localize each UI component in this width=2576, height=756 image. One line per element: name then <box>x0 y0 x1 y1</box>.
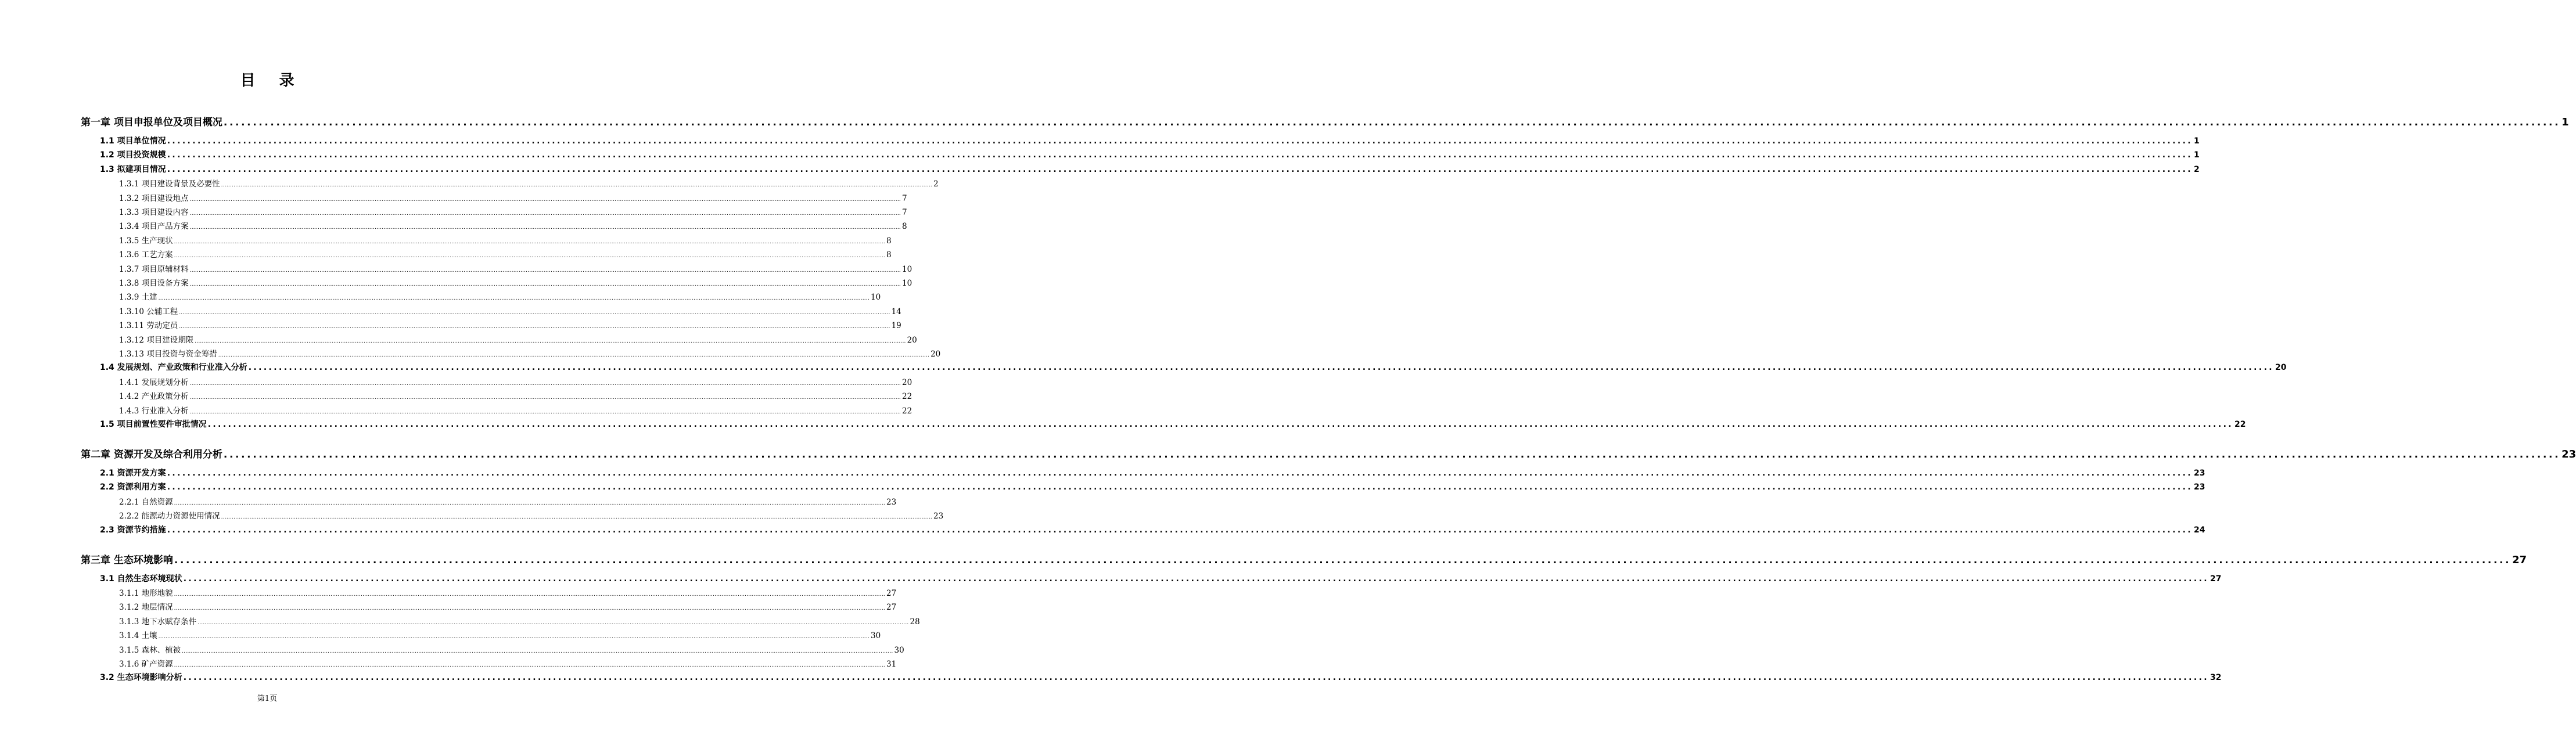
toc-entry-title: 1.3.4 项目产品方案 <box>119 222 189 232</box>
toc-subsection[interactable] <box>119 290 881 303</box>
toc-leader-dots: ................................................................................................................................................................................................................................................................................................................................................................................................................ <box>167 150 2193 160</box>
toc-entry-title: 1.4.2 产业政策分析 <box>119 392 189 402</box>
toc-subsection[interactable] <box>119 319 901 331</box>
toc-leader-dots: ................................................................................................................................................................................................................................................................................................................................................................................................................ <box>179 324 890 330</box>
toc-entry-title: 2.1 资源开发方案 <box>100 469 166 478</box>
toc-subsection[interactable] <box>119 192 907 203</box>
toc-page-number: 19 <box>891 321 901 331</box>
toc-subsection[interactable] <box>119 376 912 387</box>
toc-page-number: 23 <box>2194 469 2205 478</box>
toc-leader-dots: ................................................................................................................................................................................................................................................................................................................................................................................................................ <box>167 469 2193 478</box>
toc-leader-dots: ................................................................................................................................................................................................................................................................................................................................................................................................................ <box>179 309 890 316</box>
toc-entry-title: 1.3.7 项目原辅材料 <box>119 264 189 274</box>
toc-leader-dots: ................................................................................................................................................................................................................................................................................................................................................................................................................ <box>174 606 885 612</box>
toc-page-number: 23 <box>933 512 944 521</box>
toc-chapter[interactable] <box>81 446 2576 460</box>
toc-subsection[interactable] <box>119 615 920 627</box>
toc-subsection[interactable] <box>119 629 881 641</box>
toc-chapter[interactable] <box>81 114 2569 128</box>
toc-entry-title: 1.3.12 项目建设期限 <box>119 335 194 345</box>
toc-subsection[interactable] <box>119 390 912 402</box>
toc-leader-dots: ................................................................................................................................................................................................................................................................................................................................................................................................................ <box>221 514 932 521</box>
toc-section[interactable] <box>100 481 2205 492</box>
toc-leader-dots: ................................................................................................................................................................................................................................................................................................................................................................................................................ <box>207 420 2234 429</box>
toc-leader-dots: ................................................................................................................................................................................................................................................................................................................................................................................................................ <box>189 282 901 287</box>
toc-leader-dots: ................................................................................................................................................................................................................................................................................................................................................................................................................ <box>174 239 885 245</box>
toc-entry-title: 2.3 资源节约措施 <box>100 525 166 535</box>
toc-page-number: 30 <box>894 645 904 655</box>
toc-subsection[interactable] <box>119 586 897 598</box>
toc-leader-dots: ................................................................................................................................................................................................................................................................................................................................................................................................................ <box>174 554 2512 566</box>
toc-page-number: 8 <box>902 222 907 232</box>
toc-page-number: 8 <box>886 250 892 260</box>
toc-leader-dots: ................................................................................................................................................................................................................................................................................................................................................................................................................ <box>167 525 2193 535</box>
toc-entry-title: 1.3.1 项目建设背景及必要性 <box>119 179 220 189</box>
toc-page-number: 23 <box>886 497 897 507</box>
toc-subsection[interactable] <box>119 234 892 246</box>
toc-section[interactable] <box>100 524 2205 535</box>
toc-page-number: 10 <box>902 279 912 288</box>
toc-leader-dots: ................................................................................................................................................................................................................................................................................................................................................................................................................ <box>183 673 2209 683</box>
toc-section[interactable] <box>100 671 2222 683</box>
toc-leader-dots: ................................................................................................................................................................................................................................................................................................................................................................................................................ <box>189 225 901 231</box>
toc-entry-title: 3.1.2 地层情况 <box>119 603 173 613</box>
toc-entry-title: 1.3.8 项目设备方案 <box>119 279 189 288</box>
toc-leader-dots: ................................................................................................................................................................................................................................................................................................................................................................................................................ <box>174 253 885 260</box>
toc-page-number: 27 <box>2512 553 2527 566</box>
toc-entry-title: 3.1.5 森林、植被 <box>119 645 181 655</box>
toc-page-number: 1 <box>2194 136 2200 146</box>
toc-page-number: 23 <box>2194 483 2205 492</box>
toc-leader-dots: ................................................................................................................................................................................................................................................................................................................................................................................................................ <box>174 500 885 506</box>
toc-leader-dots: ................................................................................................................................................................................................................................................................................................................................................................................................................ <box>223 449 2561 460</box>
toc-page-number: 2 <box>933 179 939 189</box>
toc-page-number: 27 <box>886 603 897 613</box>
toc-page-number: 22 <box>2234 420 2246 429</box>
toc-page-number: 24 <box>2194 525 2205 535</box>
toc-page-number: 22 <box>902 392 912 402</box>
toc-page-number: 32 <box>2210 673 2222 683</box>
toc-leader-dots: ................................................................................................................................................................................................................................................................................................................................................................................................................ <box>158 296 870 302</box>
toc-page-number: 2 <box>2194 164 2200 174</box>
toc-entry-title: 1.1 项目单位情况 <box>100 136 166 146</box>
toc-page-number: 14 <box>891 307 901 316</box>
toc-page-number: 1 <box>2194 150 2200 160</box>
toc-leader-dots: ................................................................................................................................................................................................................................................................................................................................................................................................................ <box>183 574 2209 584</box>
toc-section[interactable] <box>100 163 2200 175</box>
toc-leader-dots: ................................................................................................................................................................................................................................................................................................................................................................................................................ <box>189 409 901 415</box>
toc-subsection[interactable] <box>119 177 939 189</box>
toc-entry-title: 1.3.10 公辅工程 <box>119 307 178 316</box>
toc-entry-title: 1.3.3 项目建设内容 <box>119 208 189 217</box>
toc-entry-title: 3.1.3 地下水赋存条件 <box>119 617 197 627</box>
toc-entry-title: 3.1.1 地形地貌 <box>119 589 173 598</box>
toc-subsection[interactable] <box>119 262 912 274</box>
toc-leader-dots: ................................................................................................................................................................................................................................................................................................................................................................................................................ <box>174 592 885 597</box>
toc-subsection[interactable] <box>119 206 907 217</box>
toc-entry-title: 3.2 生态环境影响分析 <box>100 673 182 683</box>
toc-entry-title: 第二章 资源开发及综合利用分析 <box>81 449 222 460</box>
toc-subsection[interactable] <box>119 305 901 316</box>
toc-entry-title: 1.4 发展规划、产业政策和行业准入分析 <box>100 363 247 373</box>
toc-subsection[interactable] <box>119 404 912 416</box>
toc-entry-title: 第三章 生态环境影响 <box>81 554 173 566</box>
toc-subsection[interactable] <box>119 600 897 613</box>
toc-leader-dots: ................................................................................................................................................................................................................................................................................................................................................................................................................ <box>189 196 901 203</box>
toc-page-number: 1 <box>2561 116 2569 128</box>
toc-chapter[interactable] <box>81 552 2527 566</box>
toc-entry-title: 1.3 拟建项目情况 <box>100 164 166 174</box>
toc-leader-dots: ................................................................................................................................................................................................................................................................................................................................................................................................................ <box>189 395 901 401</box>
toc-section[interactable] <box>100 573 2222 584</box>
toc-page-number: 10 <box>871 293 881 303</box>
toc-page-number: 20 <box>930 350 941 359</box>
toc-section[interactable] <box>100 149 2200 160</box>
toc-section[interactable] <box>100 135 2200 146</box>
toc-entry-title: 2.2 资源利用方案 <box>100 483 166 492</box>
toc-leader-dots: ................................................................................................................................................................................................................................................................................................................................................................................................................ <box>189 211 901 217</box>
toc-leader-dots: ................................................................................................................................................................................................................................................................................................................................................................................................................ <box>223 117 2561 128</box>
toc-entry-title: 2.2.1 自然资源 <box>119 497 173 507</box>
toc-leader-dots: ................................................................................................................................................................................................................................................................................................................................................................................................................ <box>221 182 932 189</box>
toc-page-number: 20 <box>2275 363 2287 373</box>
toc-section[interactable] <box>100 361 2287 373</box>
toc-leader-dots: ................................................................................................................................................................................................................................................................................................................................................................................................................ <box>189 267 901 273</box>
toc-subsection[interactable] <box>119 347 941 359</box>
toc-leader-dots: ................................................................................................................................................................................................................................................................................................................................................................................................................ <box>167 164 2193 174</box>
toc-leader-dots: ................................................................................................................................................................................................................................................................................................................................................................................................................ <box>167 483 2193 492</box>
toc-section[interactable] <box>100 418 2246 430</box>
toc-leader-dots: ................................................................................................................................................................................................................................................................................................................................................................................................................ <box>197 620 909 626</box>
toc-entry-title: 1.3.13 项目投资与资金筹措 <box>119 350 217 359</box>
toc-entry-title: 1.4.3 行业准入分析 <box>119 406 189 416</box>
toc-page-number: 7 <box>902 208 907 217</box>
toc-section[interactable] <box>100 467 2205 478</box>
toc-subsection[interactable] <box>119 248 892 260</box>
toc-leader-dots: ................................................................................................................................................................................................................................................................................................................................................................................................................ <box>218 352 930 358</box>
toc-entry-title: 1.4.1 发展规划分析 <box>119 377 189 387</box>
toc-entry-title: 1.3.9 土建 <box>119 293 157 303</box>
toc-page-number: 20 <box>907 335 917 345</box>
toc-page-number: 7 <box>902 193 907 203</box>
toc-page-number: 31 <box>886 660 897 669</box>
toc-entry-title: 2.2.2 能源动力资源使用情况 <box>119 512 220 521</box>
toc-leader-dots: ................................................................................................................................................................................................................................................................................................................................................................................................................ <box>174 663 885 668</box>
toc-leader-dots: ................................................................................................................................................................................................................................................................................................................................................................................................................ <box>158 634 870 640</box>
toc-subsection[interactable] <box>119 333 917 345</box>
toc-leader-dots: ................................................................................................................................................................................................................................................................................................................................................................................................................ <box>195 338 906 344</box>
toc-subsection[interactable] <box>119 219 907 232</box>
toc-subsection[interactable] <box>119 509 944 521</box>
toc-entry-title: 1.2 项目投资规模 <box>100 150 166 160</box>
toc-entry-title: 1.3.2 项目建设地点 <box>119 193 189 203</box>
toc-entry-title: 3.1.4 土壤 <box>119 631 157 641</box>
toc-page-number: 20 <box>902 377 912 387</box>
toc-page-number: 27 <box>886 589 897 598</box>
toc-page-number: 23 <box>2561 448 2576 460</box>
toc-entry-title: 第一章 项目申报单位及项目概况 <box>81 117 222 128</box>
toc-entry-title: 1.5 项目前置性要件审批情况 <box>100 420 207 429</box>
page-footer: 第1页 <box>257 694 278 703</box>
toc-page-number: 10 <box>902 264 912 274</box>
toc-leader-dots: ................................................................................................................................................................................................................................................................................................................................................................................................................ <box>189 380 901 387</box>
toc-page-number: 28 <box>910 617 920 627</box>
toc-entry-title: 1.3.5 生产现状 <box>119 236 173 246</box>
toc-page-number: 22 <box>902 406 912 416</box>
toc-entry-title: 1.3.6 工艺方案 <box>119 250 173 260</box>
toc-leader-dots: ................................................................................................................................................................................................................................................................................................................................................................................................................ <box>248 363 2275 373</box>
toc-page-number: 30 <box>871 631 881 641</box>
toc-entry-title: 3.1 自然生态环境现状 <box>100 574 182 584</box>
toc-subsection[interactable] <box>119 643 904 655</box>
toc-entry-title: 1.3.11 劳动定员 <box>119 321 178 331</box>
toc-subsection[interactable] <box>119 276 912 288</box>
toc-page-number: 27 <box>2210 574 2222 584</box>
toc-subsection[interactable] <box>119 495 897 507</box>
toc-page-number: 8 <box>886 236 892 246</box>
toc-title: 目 录 <box>240 72 304 89</box>
toc-leader-dots: ................................................................................................................................................................................................................................................................................................................................................................................................................ <box>167 136 2193 146</box>
toc-entry-title: 3.1.6 矿产资源 <box>119 660 173 669</box>
toc-subsection[interactable] <box>119 657 897 669</box>
toc-leader-dots: ................................................................................................................................................................................................................................................................................................................................................................................................................ <box>182 648 893 654</box>
